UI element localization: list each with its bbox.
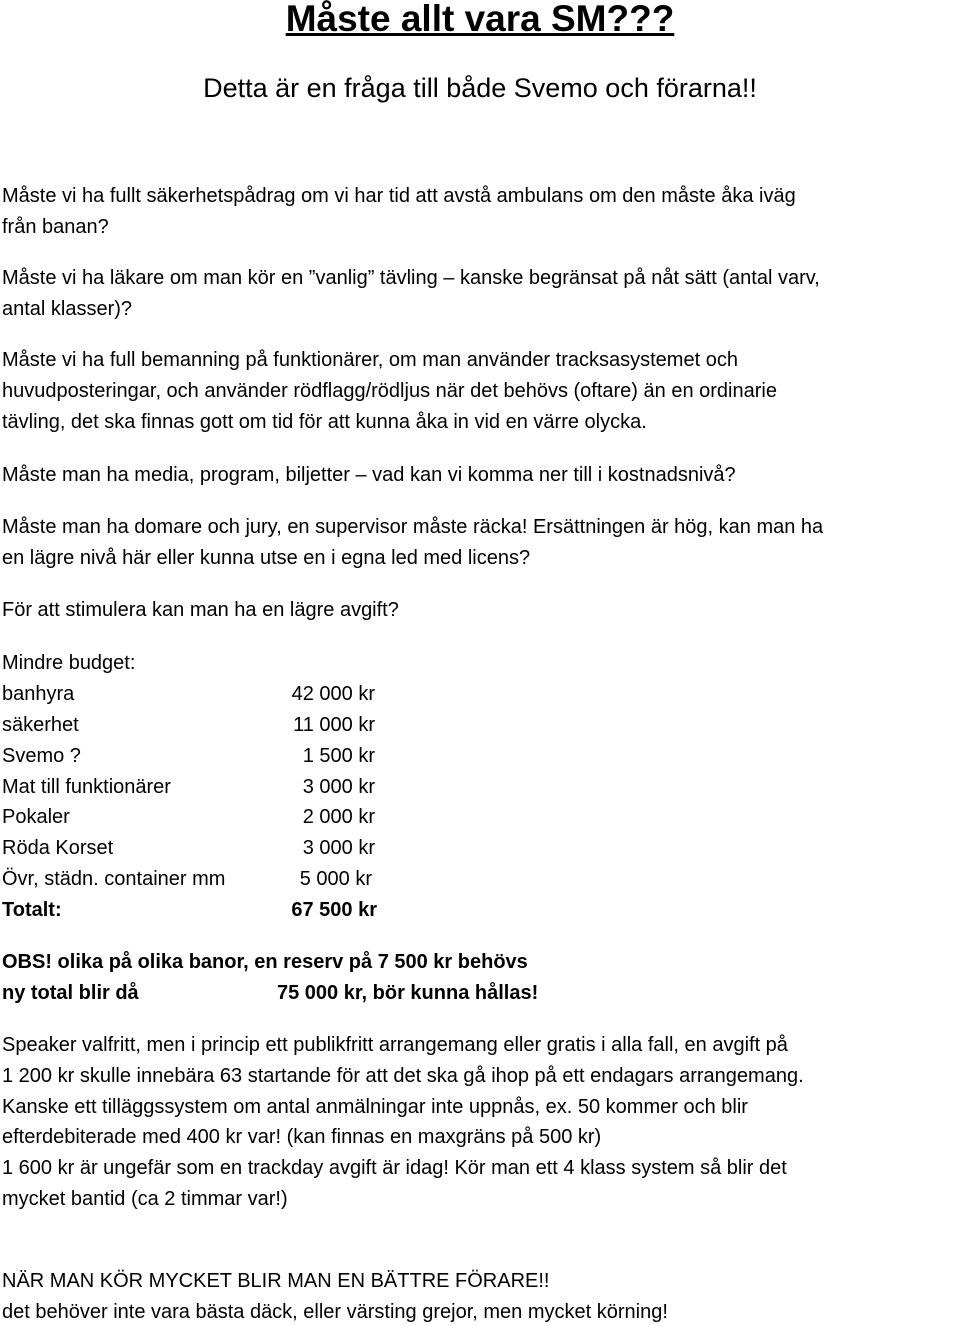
budget-row-amount: 5 000 kr (299, 868, 372, 890)
speaker-line-1: Speaker valfritt, men i princip ett publikfritt arrangemang eller gratis i alla fall, en avgift på (2, 1034, 788, 1056)
page-subtitle: Detta är en fråga till både Svemo och förarna!! (203, 73, 757, 103)
paragraph-staffing-line-3: tävling, det ska finnas gott om tid för att kunna åka in vid en värre olycka. (2, 411, 647, 433)
budget-row-label: Övr, städn. container mm (2, 868, 226, 890)
paragraph-media-line-1: Måste man ha media, program, biljetter – vad kan vi komma ner till i kostnadsnivå? (2, 464, 736, 486)
page-title: Måste allt vara SM??? (285, 0, 675, 39)
closing-line-1: NÄR MAN KÖR MYCKET BLIR MAN EN BÄTTRE FÖRARE!! (2, 1270, 550, 1292)
budget-row-label: Svemo ? (2, 745, 81, 767)
budget-heading: Mindre budget: (2, 652, 136, 674)
paragraph-doctor-line-2: antal klasser)? (2, 298, 133, 320)
paragraph-ambulance-line-2: från banan? (2, 216, 109, 238)
paragraph-staffing-line-1: Måste vi ha full bemanning på funktionärer, om man använder tracksasystemet och (2, 349, 738, 371)
closing-line-2: det behöver inte vara bästa däck, eller värsting grejor, men mycket körning! (2, 1301, 668, 1323)
paragraph-doctor-line-1: Måste vi ha läkare om man kör en ”vanlig” tävling – kanske begränsat på nåt sätt (antal varv, (2, 267, 820, 289)
budget-row-amount: 1 500 kr (302, 745, 375, 767)
budget-total-amount: 67 500 kr (291, 899, 377, 921)
speaker-line-3: Kanske ett tilläggssystem om antal anmälningar inte uppnås, ex. 50 kommer och blir (2, 1096, 748, 1118)
paragraph-jury-line-1: Måste man ha domare och jury, en supervisor måste räcka! Ersättningen är hög, kan man ha (2, 516, 824, 538)
obs-line-2-amount: 75 000 kr, bör kunna hållas! (277, 982, 539, 1004)
budget-row-label: Mat till funktionärer (2, 776, 171, 798)
speaker-line-5: 1 600 kr är ungefär som en trackday avgift är idag! Kör man ett 4 klass system så blir det (2, 1157, 787, 1179)
paragraph-jury-line-2: en lägre nivå här eller kunna utse en i egna led med licens? (2, 547, 531, 569)
budget-row-label: säkerhet (2, 714, 79, 736)
budget-row-amount: 3 000 kr (302, 837, 375, 859)
speaker-line-4: efterdebiterade med 400 kr var! (kan finnas en maxgräns på 500 kr) (2, 1126, 602, 1148)
paragraph-staffing-line-2: huvudposteringar, och använder rödflagg/rödljus när det behövs (oftare) än en ordinarie (2, 380, 777, 402)
budget-row-amount: 42 000 kr (291, 683, 375, 705)
budget-row-label: Röda Korset (2, 837, 114, 859)
budget-row-amount: 2 000 kr (302, 806, 375, 828)
speaker-line-6: mycket bantid (ca 2 timmar var!) (2, 1188, 288, 1210)
obs-line-2-label: ny total blir då (2, 982, 139, 1004)
budget-row-label: Pokaler (2, 806, 70, 828)
budget-row-amount: 3 000 kr (302, 776, 375, 798)
paragraph-ambulance-line-1: Måste vi ha fullt säkerhetspådrag om vi har tid att avstå ambulans om den måste åka iväg (2, 185, 796, 207)
speaker-line-2: 1 200 kr skulle innebära 63 startande för att det ska gå ihop på ett endagars arrangemang. (2, 1065, 804, 1087)
budget-total-label: Totalt: (2, 899, 62, 921)
obs-line-1: OBS! olika på olika banor, en reserv på 7 500 kr behövs (2, 951, 528, 973)
paragraph-fee-line-1: För att stimulera kan man ha en lägre avgift? (2, 599, 399, 621)
budget-row-label: banhyra (2, 683, 75, 705)
budget-row-amount: 11 000 kr (293, 714, 375, 736)
